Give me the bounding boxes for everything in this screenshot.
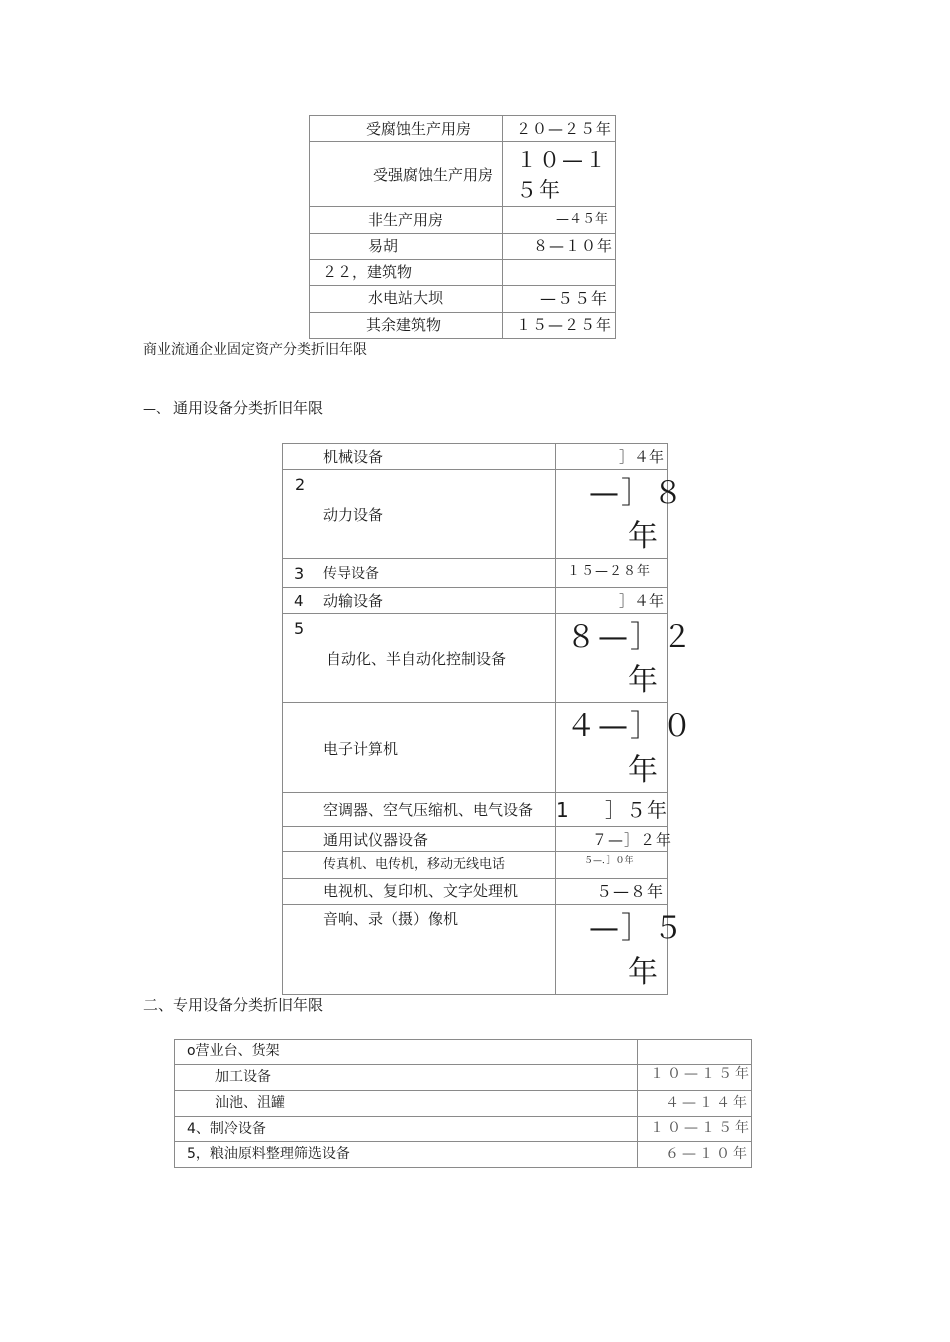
row-label: 汕池、沮罐	[215, 1095, 285, 1111]
row-value: ］４年	[619, 448, 665, 466]
row-value-a: 1	[556, 798, 569, 822]
row-label: 自动化、半自动化控制设备	[326, 650, 507, 668]
row-value: １０—１５年	[650, 1120, 752, 1136]
row-value: ］４年	[619, 592, 665, 610]
row-label: 电子计算机	[323, 740, 399, 758]
row-value: １０—１５年	[650, 1066, 752, 1082]
section-title: 通用设备分类折旧年限	[173, 399, 324, 417]
row-value-line2: 年	[628, 519, 658, 554]
row-number: 4	[294, 592, 304, 610]
row-label: 受腐蚀生产用房	[366, 120, 472, 138]
row-label: 加工设备	[215, 1069, 271, 1085]
row-value-line1: ８—］２	[566, 620, 694, 655]
row-value: —５５年	[540, 289, 609, 308]
row-label: 电视机、复印机、文字处理机	[323, 882, 519, 900]
row-number: 2	[295, 475, 306, 494]
row-value-line1: ４—］０	[566, 709, 694, 744]
row-value-line1: —］８	[589, 476, 685, 511]
row-value: ５—．］０年	[584, 856, 634, 866]
row-label: 通用试仪器设备	[323, 831, 429, 849]
row-label: 音响、录（摄）像机	[323, 910, 459, 928]
row-value: ５—８年	[596, 882, 665, 901]
row-number: 3	[294, 564, 305, 583]
row-label: 4、制冷设备	[187, 1121, 266, 1137]
row-label: 非生产用房	[368, 211, 444, 229]
row-label: 其余建筑物	[366, 316, 442, 334]
row-label: 5，粮油原料整理筛选设备	[187, 1146, 350, 1162]
row-label: 机械设备	[323, 448, 384, 466]
row-label: 受强腐蚀生产用房	[373, 166, 494, 184]
row-label: 传导设备	[323, 566, 379, 582]
row-label: 水电站大坝	[368, 289, 444, 307]
row-value-line1: １０—１	[516, 148, 608, 172]
row-value: １５—２８年	[567, 564, 652, 579]
row-value: ２０—２５年	[516, 120, 613, 138]
section-marker: —、	[143, 402, 170, 417]
row-label: 动输设备	[323, 592, 384, 610]
row-value-line2: 年	[628, 955, 658, 990]
row-number: 5	[294, 619, 305, 638]
row-value: ８—１０年	[533, 237, 614, 255]
row-label: 动力设备	[323, 506, 384, 524]
section-title: 二、专用设备分类折旧年限	[143, 996, 324, 1014]
row-label: 空调器、空气压缩机、电气设备	[323, 801, 534, 819]
row-value-line1: —］５	[589, 911, 685, 946]
row-value: ６—１０年	[665, 1146, 750, 1162]
row-label: o营业台、货架	[187, 1043, 280, 1059]
row-value: —４５年	[556, 212, 609, 227]
row-value: １５—２５年	[516, 316, 613, 334]
row-value: ７—］２年	[592, 831, 673, 849]
row-value-line2: 年	[628, 663, 658, 698]
row-value-line2: 年	[628, 753, 658, 788]
row-value: ４—１４年	[665, 1095, 750, 1111]
row-label: ２２，建筑物	[322, 263, 413, 281]
row-value-b: ］５年	[605, 798, 668, 822]
row-label: 传真机、电传机，移动无线电话	[323, 857, 506, 872]
caption-text: 商业流通企业固定资产分类折旧年限	[143, 342, 367, 358]
row-value-line2: ５年	[516, 178, 562, 202]
row-label: 易胡	[368, 237, 399, 255]
